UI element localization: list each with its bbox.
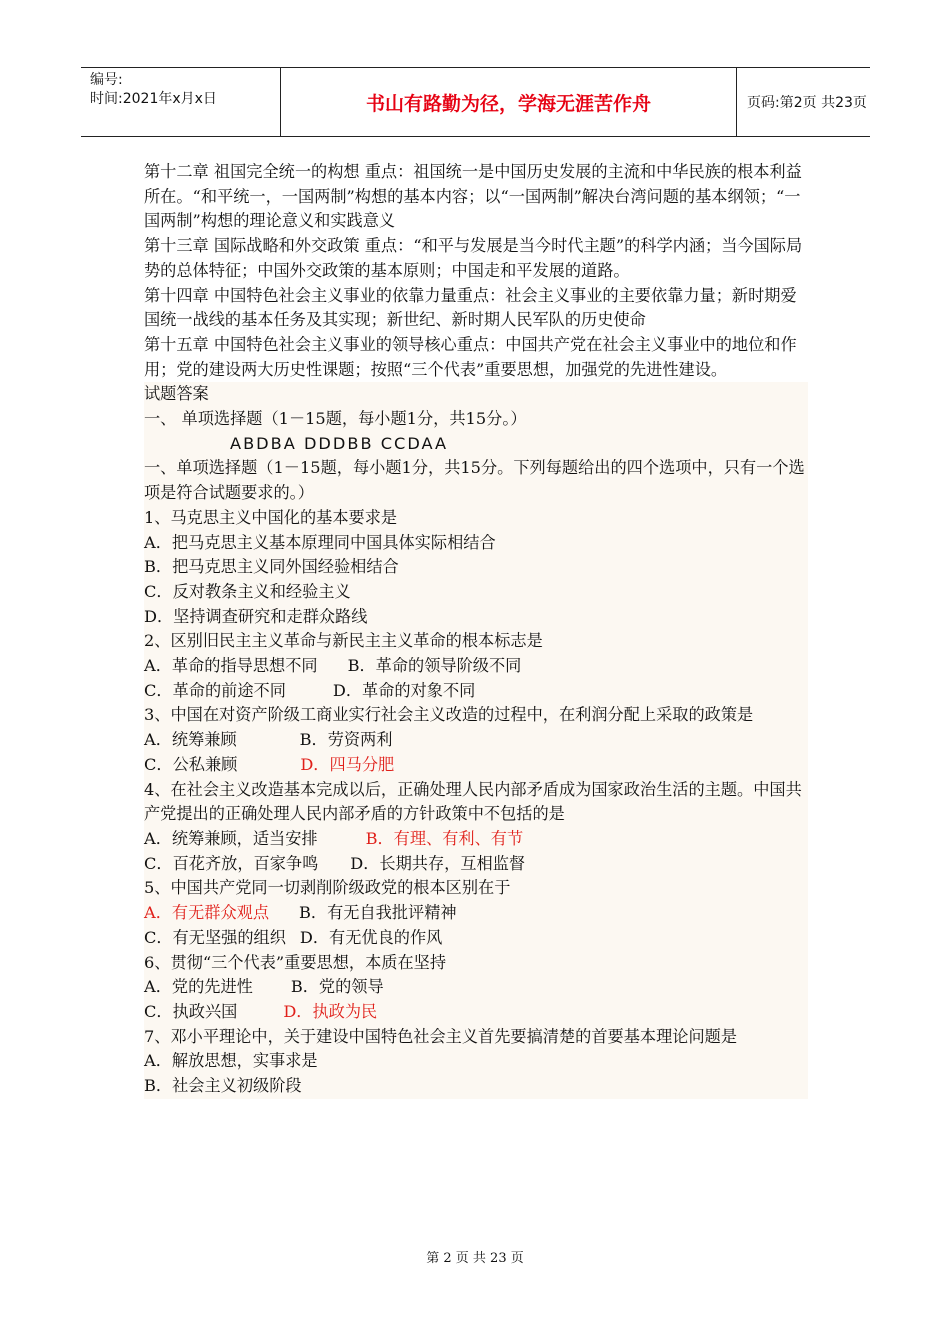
question-option: D．有无优良的作风 [299, 927, 443, 947]
question-option-row [144, 1000, 808, 1025]
question-stem: 4、在社会主义改造基本完成以后，正确处理人民内部矛盾成为国家政治生活的主题。中国共产党提出的正确处理人民内部矛盾的方针政策中不包括的是 [144, 779, 802, 824]
chapter-13-paragraph: 第十三章 国际战略和外交政策 重点：“和平与发展是当今时代主题”的科学内涵；当今国际局势的总体特征；中国外交政策的基本原则；中国走和平发展的道路。 [144, 236, 803, 280]
question-option-answer: D．四马分肥 [300, 754, 395, 774]
question-option: B．革命的领导阶级不同 [347, 656, 522, 676]
question-stem: 7、邓小平理论中，关于建设中国特色社会主义首先要搞清楚的首要基本理论问题是 [144, 1026, 738, 1046]
question-option: D．长期共存，互相监督 [350, 853, 526, 873]
number-label: 编号: [90, 72, 123, 88]
question-option-row [144, 679, 808, 704]
document-body [144, 160, 808, 1099]
question-option: A．把马克思主义基本原理同中国具体实际相结合 [144, 532, 496, 552]
question-option: A．革命的指导思想不同 [144, 656, 318, 676]
question-option-row [144, 753, 808, 778]
header-page-info: 页码:第2页 共23页 [747, 95, 867, 111]
question-stem: 6、贯彻“三个代表”重要思想，本质在坚持 [144, 952, 447, 972]
question-stem: 3、中国在对资产阶级工商业实行社会主义改造的过程中，在利润分配上采取的政策是 [144, 705, 754, 725]
answers-section [144, 382, 808, 1098]
question-option-answer: D．执政为民 [283, 1001, 378, 1021]
answers-title: 试题答案 [144, 384, 209, 404]
question-option: B．把马克思主义同外国经验相结合 [144, 557, 399, 577]
time-label: 时间:2021年x月x日 [90, 91, 217, 107]
question-option: A．解放思想，实事求是 [144, 1051, 318, 1071]
question-option: C．百花齐放，百家争鸣 [144, 853, 319, 873]
question-option: A．统筹兼顾 [144, 730, 237, 750]
question-option-row [144, 728, 808, 753]
question-option-answer: A．有无群众观点 [144, 903, 270, 923]
question-option-row [144, 901, 808, 926]
question-stem: 2、区别旧民主主义革命与新民主主义革命的根本标志是 [144, 631, 543, 651]
question-option-row [144, 926, 808, 951]
chapter-14-paragraph: 第十四章 中国特色社会主义事业的依靠力量重点：社会主义事业的主要依靠力量；新时期爱国统一战线的基本任务及其实现；新世纪、新时期人民军队的历史使命 [144, 285, 797, 330]
question-option-row [144, 827, 808, 852]
answer-letters: ABDBA DDDBB CCDAA [230, 433, 449, 453]
question-option: C．反对教条主义和经验主义 [144, 581, 351, 601]
question-stem: 5、中国共产党同一切剥削阶级政党的根本区别在于 [144, 878, 511, 898]
page-header [81, 67, 870, 137]
question-option: C．执政兴国 [144, 1001, 238, 1021]
question-option-row [144, 654, 808, 679]
question-option-row [144, 975, 808, 1000]
section1-header: 一、 单项选择题（1－15题，每小题1分，共15分。） [144, 409, 527, 429]
question-option: B．劳资两利 [299, 730, 393, 750]
header-meta [81, 68, 281, 136]
question-option: B．社会主义初级阶段 [144, 1076, 302, 1096]
page-footer: 第 2 页 共 23 页 [426, 1251, 524, 1266]
question-stem: 1、马克思主义中国化的基本要求是 [144, 507, 398, 527]
chapter-12-paragraph: 第十二章 祖国完全统一的构想 重点：祖国统一是中国历史发展的主流和中华民族的根本利益所在。“和平统一，一国两制”构想的基本内容；以“一国两制”解决台湾问题的基本纲领；“一国两制”构想的理论意义和实践意义 [144, 162, 802, 231]
question-option: C．革命的前途不同 [144, 680, 286, 700]
question-option: B．党的领导 [290, 977, 384, 997]
question-option: A．统筹兼顾，适当安排 [144, 828, 318, 848]
section1-full-header: 一、单项选择题（1－15题，每小题1分，共15分。下列每题给出的四个选项中，只有一个选项是符合试题要求的。） [144, 458, 805, 503]
question-option: D．坚持调查研究和走群众路线 [144, 606, 368, 626]
header-motto: 书山有路勤为径，学海无涯苦作舟 [281, 68, 737, 136]
question-option: D．革命的对象不同 [332, 680, 476, 700]
question-option-row [144, 852, 808, 877]
question-option-answer: B．有理、有利、有节 [365, 828, 524, 848]
chapter-15-paragraph: 第十五章 中国特色社会主义事业的领导核心重点：中国共产党在社会主义事业中的地位和作用；党的建设两大历史性课题；按照“三个代表”重要思想，加强党的先进性建设。 [144, 334, 797, 379]
question-option: A．党的先进性 [144, 977, 253, 997]
question-option: C．有无坚强的组织 [144, 927, 286, 947]
question-option: C．公私兼顾 [144, 754, 238, 774]
question-option: B．有无自我批评精神 [299, 903, 457, 923]
